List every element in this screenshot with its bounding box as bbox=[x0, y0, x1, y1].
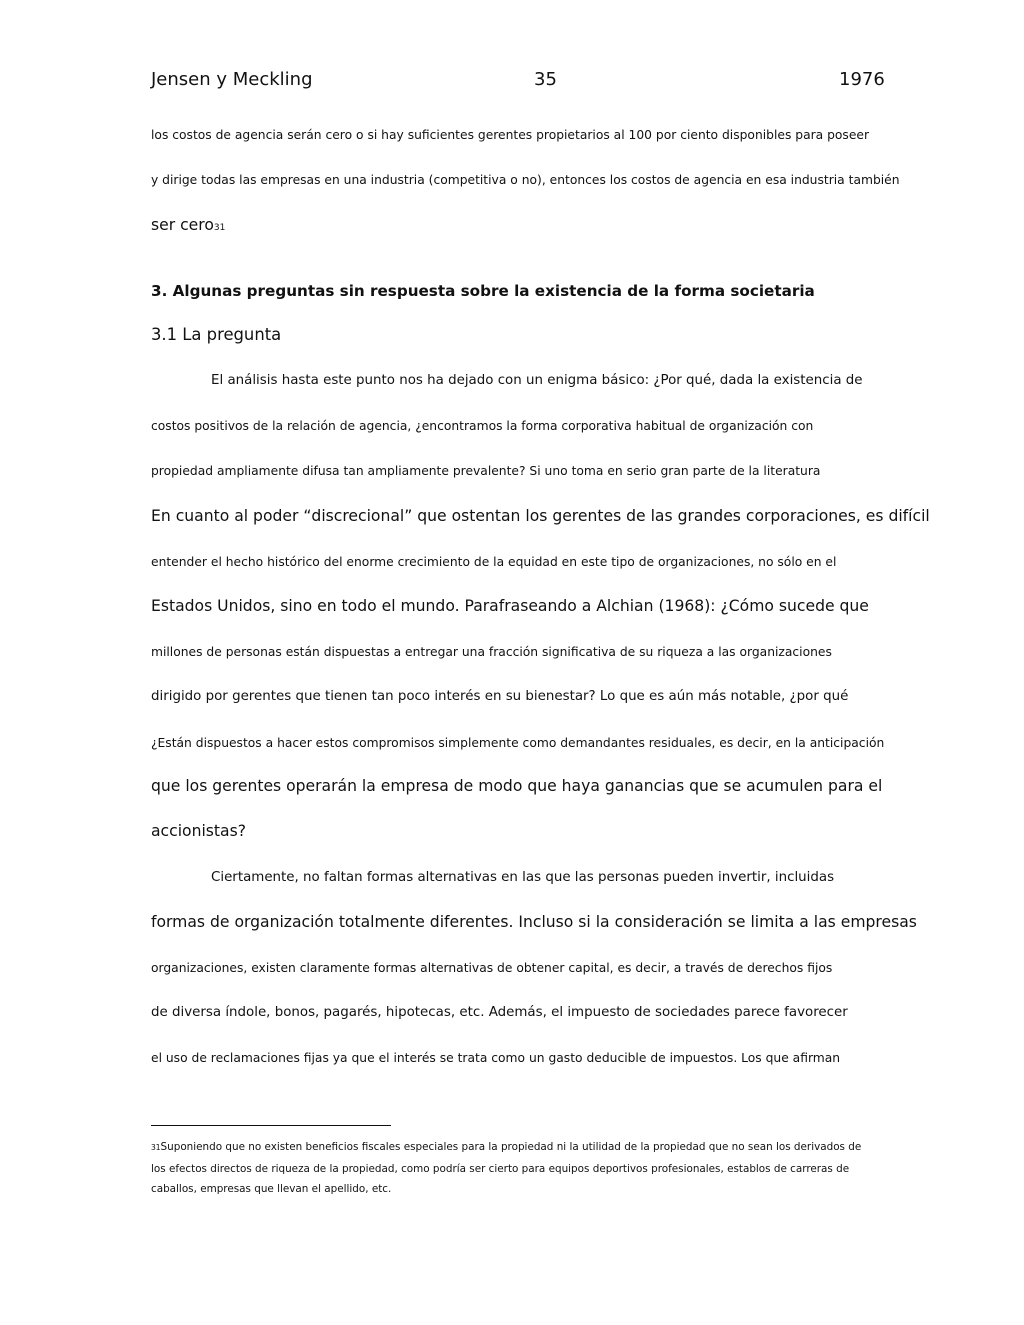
text-line: y dirige todas las empresas en una industria (competitiva o no), entonces los costos de agencia en esa industria también bbox=[151, 173, 900, 187]
text-line-content: ser cero bbox=[151, 216, 214, 234]
footnote bbox=[151, 1137, 871, 1200]
paragraph-line: organizaciones, existen claramente formas alternativas de obtener capital, es decir, a través de derechos fijos bbox=[151, 961, 833, 975]
paragraph-line: formas de organización totalmente diferentes. Incluso si la consideración se limita a las empresas bbox=[151, 913, 917, 931]
paragraph-line: dirigido por gerentes que tienen tan poco interés en su bienestar? Lo que es aún más notable, ¿por qué bbox=[151, 689, 849, 704]
running-header-year: 1976 bbox=[839, 69, 885, 90]
paragraph-line: El análisis hasta este punto nos ha dejado con un enigma básico: ¿Por qué, dada la existencia de bbox=[211, 373, 863, 388]
running-header-authors: Jensen y Meckling bbox=[151, 69, 313, 90]
footnote-number: 31 bbox=[151, 1143, 161, 1152]
paragraph-line: propiedad ampliamente difusa tan ampliamente prevalente? Si uno toma en serio gran parte de la literatura bbox=[151, 464, 821, 478]
paragraph-line: el uso de reclamaciones fijas ya que el interés se trata como un gasto deducible de impuestos. Los que afirman bbox=[151, 1051, 841, 1065]
text-line bbox=[151, 216, 225, 234]
page-number: 35 bbox=[534, 69, 557, 90]
paragraph-line: costos positivos de la relación de agencia, ¿encontramos la forma corporativa habitual de organización con bbox=[151, 419, 814, 433]
paragraph-line: que los gerentes operarán la empresa de modo que haya ganancias que se acumulen para el bbox=[151, 777, 883, 795]
paragraph-line: millones de personas están dispuestas a entregar una fracción significativa de su riqueza a las organizaciones bbox=[151, 645, 832, 659]
paragraph-line: accionistas? bbox=[151, 822, 246, 840]
paragraph-line: ¿Están dispuestos a hacer estos compromisos simplemente como demandantes residuales, es decir, en la anticipación bbox=[151, 736, 885, 750]
paragraph-line: entender el hecho histórico del enorme crecimiento de la equidad en este tipo de organizaciones, no sólo en el bbox=[151, 555, 837, 569]
footnote-reference: 31 bbox=[213, 223, 226, 233]
subsection-heading: 3.1 La pregunta bbox=[151, 325, 282, 344]
paragraph-line: de diversa índole, bonos, pagarés, hipotecas, etc. Además, el impuesto de sociedades parece favorecer bbox=[151, 1005, 848, 1020]
footnote-separator bbox=[151, 1125, 391, 1126]
text-line: los costos de agencia serán cero o si hay suficientes gerentes propietarios al 100 por ciento disponibles para poseer bbox=[151, 128, 870, 142]
paragraph-line: En cuanto al poder “discrecional” que ostentan los gerentes de las grandes corporaciones, es difícil bbox=[151, 507, 930, 525]
footnote-text: Suponiendo que no existen beneficios fiscales especiales para la propiedad ni la utilidad de la propiedad que no sean los derivados de los efectos directos de riqueza de la propiedad, como podría ser cierto para equipos deportivos profesionales, establos de carreras de caballos, empresas que llevan el apellido, etc. bbox=[151, 1141, 862, 1195]
paragraph-line: Ciertamente, no faltan formas alternativas en las que las personas pueden invertir, incluidas bbox=[211, 870, 835, 885]
section-heading: 3. Algunas preguntas sin respuesta sobre la existencia de la forma societaria bbox=[151, 282, 815, 300]
paragraph-line: Estados Unidos, sino en todo el mundo. Parafraseando a Alchian (1968): ¿Cómo sucede que bbox=[151, 597, 869, 615]
